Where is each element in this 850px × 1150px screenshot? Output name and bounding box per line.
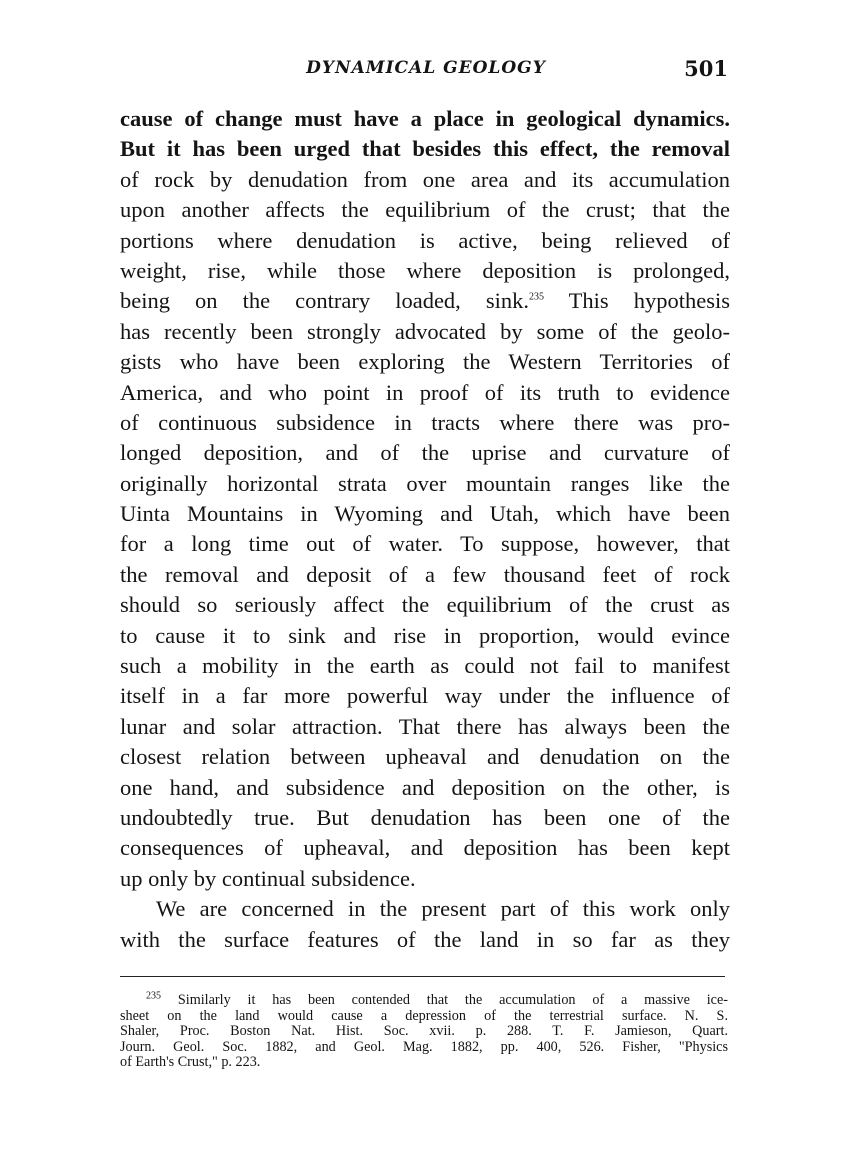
text-line-content: America, and who point in proof of its truth to evidence [120, 379, 730, 405]
text-line [120, 529, 730, 559]
text-line [120, 134, 730, 164]
footnote-text: Shaler, Proc. Boston Nat. Hist. Soc. xvii. p. 288. T. F. Jamieson, Quart. [120, 1023, 728, 1039]
text-line [120, 104, 730, 134]
text-line [120, 833, 730, 863]
footnote-text: sheet on the land would cause a depression of the terrestrial surface. N. S. [120, 1007, 728, 1024]
text-line-content: one hand, and subsidence and deposition on the other, is [120, 774, 730, 800]
text-line [120, 925, 730, 955]
text-line-content: itself in a far more powerful way under the influence of [120, 683, 730, 709]
text-line [120, 165, 730, 195]
footnote-line [120, 1055, 728, 1071]
text-line [120, 256, 730, 286]
text-line-content: up only by continual subsidence. [120, 865, 416, 891]
text-line [120, 864, 730, 894]
text-line-content: consequences of upheaval, and deposition has been kept [120, 835, 730, 861]
text-line-content: to cause it to sink and rise in proportion, would evince [120, 622, 730, 648]
text-line [120, 560, 730, 590]
text-line [120, 469, 730, 499]
text-line [120, 438, 730, 468]
text-line [120, 317, 730, 347]
footnote-line [120, 1040, 728, 1056]
text-line [120, 499, 730, 529]
text-line-content: We are concerned in the present part of this work only [156, 896, 730, 922]
text-line [120, 651, 730, 681]
text-line-content: with the surface features of the land in so far as they [120, 926, 730, 952]
footnote-text: Journ. Geol. Soc. 1882, and Geol. Mag. 1882, pp. 400, 526. Fisher, "Physics [120, 1038, 728, 1055]
footnote-line [120, 1024, 728, 1040]
text-line-content: weight, rise, while those where deposition is prolonged, [120, 257, 730, 283]
text-line-content: the removal and deposit of a few thousand feet of rock [120, 561, 730, 587]
footnote-divider [120, 976, 725, 977]
text-line [120, 378, 730, 408]
text-line-content: of rock by denudation from one area and its accumulation [120, 166, 730, 192]
footnote-reference[interactable]: 235 [529, 291, 545, 303]
text-line-content: being on the contrary loaded, sink. [120, 288, 530, 314]
text-line [120, 347, 730, 377]
footnote-marker: 235 [146, 990, 161, 1002]
body-text [120, 104, 730, 955]
text-line-content: But it has been urged that besides this effect, the removal [120, 136, 730, 162]
running-head [120, 56, 732, 88]
footnote-line [120, 990, 728, 1009]
text-line-content: undoubtedly true. But denudation has been one of the [120, 804, 730, 830]
text-line-content: Uinta Mountains in Wyoming and Utah, which have been [120, 501, 730, 527]
text-line-content: such a mobility in the earth as could not fail to manifest [120, 653, 730, 679]
text-line-content: should so seriously affect the equilibrium of the crust as [120, 592, 730, 618]
text-line [120, 742, 730, 772]
text-line-content: for a long time out of water. To suppose, however, that [120, 531, 730, 557]
text-line-content: has recently been strongly advocated by some of the geolo- [120, 318, 730, 344]
text-line-content: cause of change must have a place in geological dynamics. [120, 106, 730, 131]
text-line-content: upon another affects the equilibrium of the crust; that the [120, 197, 730, 223]
text-line [120, 712, 730, 742]
text-line [120, 286, 730, 316]
text-line [120, 195, 730, 225]
text-line [120, 408, 730, 438]
text-line-content: gists who have been exploring the Western Territories of [120, 349, 730, 375]
text-line [120, 803, 730, 833]
text-line-content: originally horizontal strata over mountain ranges like the [120, 470, 730, 496]
footnote-line [120, 1009, 728, 1025]
text-line [120, 773, 730, 803]
text-line [120, 590, 730, 620]
footnote-text: Similarly it has been contended that the accumulation of a massive ice- [177, 992, 728, 1008]
text-line [120, 894, 730, 924]
footnotes [120, 990, 728, 1071]
running-title: DYNAMICAL GEOLOGY [306, 58, 546, 78]
page-number: 501 [684, 56, 728, 81]
text-line [120, 621, 730, 651]
text-line-continuation: This hypothesis [544, 288, 730, 314]
text-line [120, 681, 730, 711]
text-line [120, 226, 730, 256]
text-line-content: lunar and solar attraction. That there has always been the [120, 713, 730, 739]
text-line-content: portions where denudation is active, being relieved of [120, 227, 730, 253]
text-line-content: longed deposition, and of the uprise and curvature of [120, 440, 730, 466]
text-line-content: closest relation between upheaval and denudation on the [120, 744, 730, 770]
text-line-content: of continuous subsidence in tracts where there was pro- [120, 409, 730, 435]
footnote-text: of Earth's Crust," p. 223. [120, 1054, 261, 1070]
